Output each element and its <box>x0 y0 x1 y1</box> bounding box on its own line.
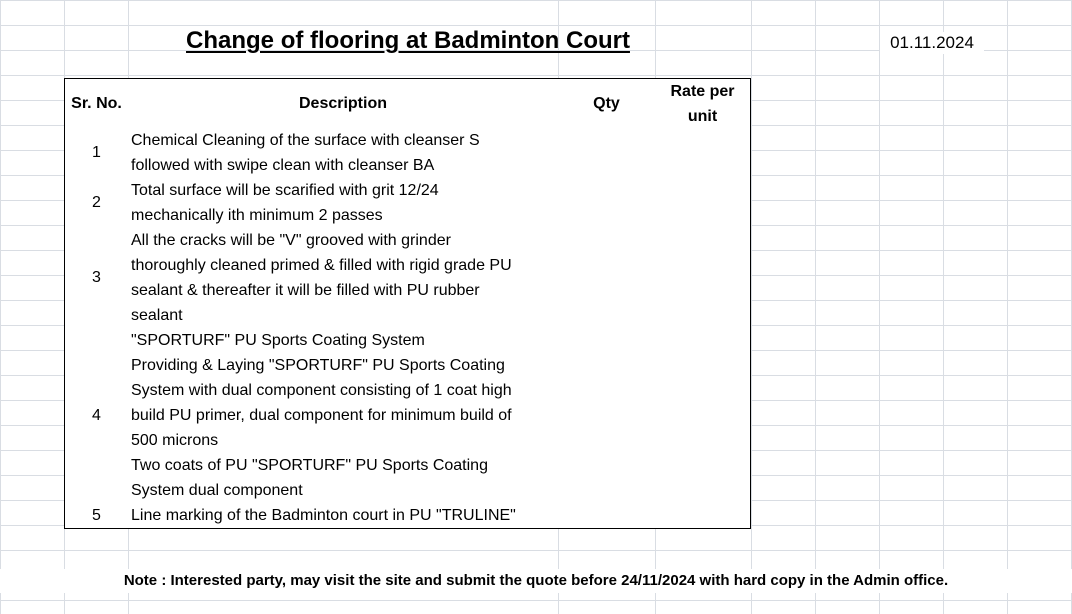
row-description <box>128 503 559 529</box>
page-title: Change of flooring at Badminton Court <box>186 27 630 54</box>
description-line: followed with swipe clean with cleanser BA <box>131 157 435 174</box>
row-description <box>128 353 559 454</box>
qty-cell[interactable] <box>558 228 656 329</box>
description-line: Total surface will be scarified with grit 12/24 <box>131 182 439 199</box>
description-line: System dual component <box>131 482 303 499</box>
description-line: thoroughly cleaned primed & filled with rigid grade PU <box>131 257 512 274</box>
document-date: 01.11.2024 <box>880 32 984 54</box>
grid-column-line <box>1007 0 1008 614</box>
rate-cell[interactable] <box>655 128 751 179</box>
description-line: 500 microns <box>131 432 219 449</box>
rate-cell[interactable] <box>655 178 751 229</box>
description-line: Chemical Cleaning of the surface with cleanser S <box>131 132 480 149</box>
row-description <box>128 228 559 329</box>
grid-column-line <box>751 0 752 614</box>
footer-note: Note : Interested party, may visit the site and submit the quote before 24/11/2024 with hard copy in the Admin office. <box>0 569 1072 593</box>
header-rate-line: unit <box>687 107 718 125</box>
header-rate-per-unit <box>655 78 751 129</box>
header-description: Description <box>128 78 559 129</box>
qty-cell[interactable] <box>558 128 656 179</box>
row-description <box>128 128 559 179</box>
qty-cell[interactable] <box>558 328 656 354</box>
description-line: "SPORTURF" PU Sports Coating System <box>131 332 425 349</box>
grid-column-line <box>943 0 944 614</box>
description-line: sealant & thereafter it will be filled with PU rubber <box>131 282 480 299</box>
description-line: Line marking of the Badminton court in PU "TRULINE" <box>131 507 516 524</box>
row-sr-number: 3 <box>64 228 129 329</box>
row-description <box>128 453 559 504</box>
row-description <box>128 178 559 229</box>
description-line: mechanically ith minimum 2 passes <box>131 207 383 224</box>
row-sr-number: 1 <box>64 128 129 179</box>
rate-cell[interactable] <box>655 353 751 454</box>
qty-cell[interactable] <box>558 353 656 454</box>
description-line: Two coats of PU "SPORTURF" PU Sports Coating <box>131 457 488 474</box>
grid-column-line <box>815 0 816 614</box>
qty-cell[interactable] <box>558 178 656 229</box>
description-line: Providing & Laying "SPORTURF" PU Sports Coating <box>131 357 505 374</box>
rate-cell[interactable] <box>655 503 751 529</box>
row-sr-number: 2 <box>64 178 129 229</box>
qty-cell[interactable] <box>558 503 656 529</box>
description-line: sealant <box>131 307 183 324</box>
rate-cell[interactable] <box>655 228 751 329</box>
header-sr-no: Sr. No. <box>64 78 129 129</box>
header-rate-line: Rate per <box>670 82 735 100</box>
qty-cell[interactable] <box>558 453 656 504</box>
description-line: All the cracks will be "V" grooved with grinder <box>131 232 451 249</box>
grid-column-line <box>879 0 880 614</box>
description-line: build PU primer, dual component for minimum build of <box>131 407 512 424</box>
rate-cell[interactable] <box>655 328 751 354</box>
description-line: System with dual component consisting of 1 coat high <box>131 382 512 399</box>
row-description <box>128 328 559 354</box>
row-sr-number: 5 <box>64 503 129 529</box>
header-qty: Qty <box>558 78 656 129</box>
row-sr-number: 4 <box>64 328 129 504</box>
rate-cell[interactable] <box>655 453 751 504</box>
